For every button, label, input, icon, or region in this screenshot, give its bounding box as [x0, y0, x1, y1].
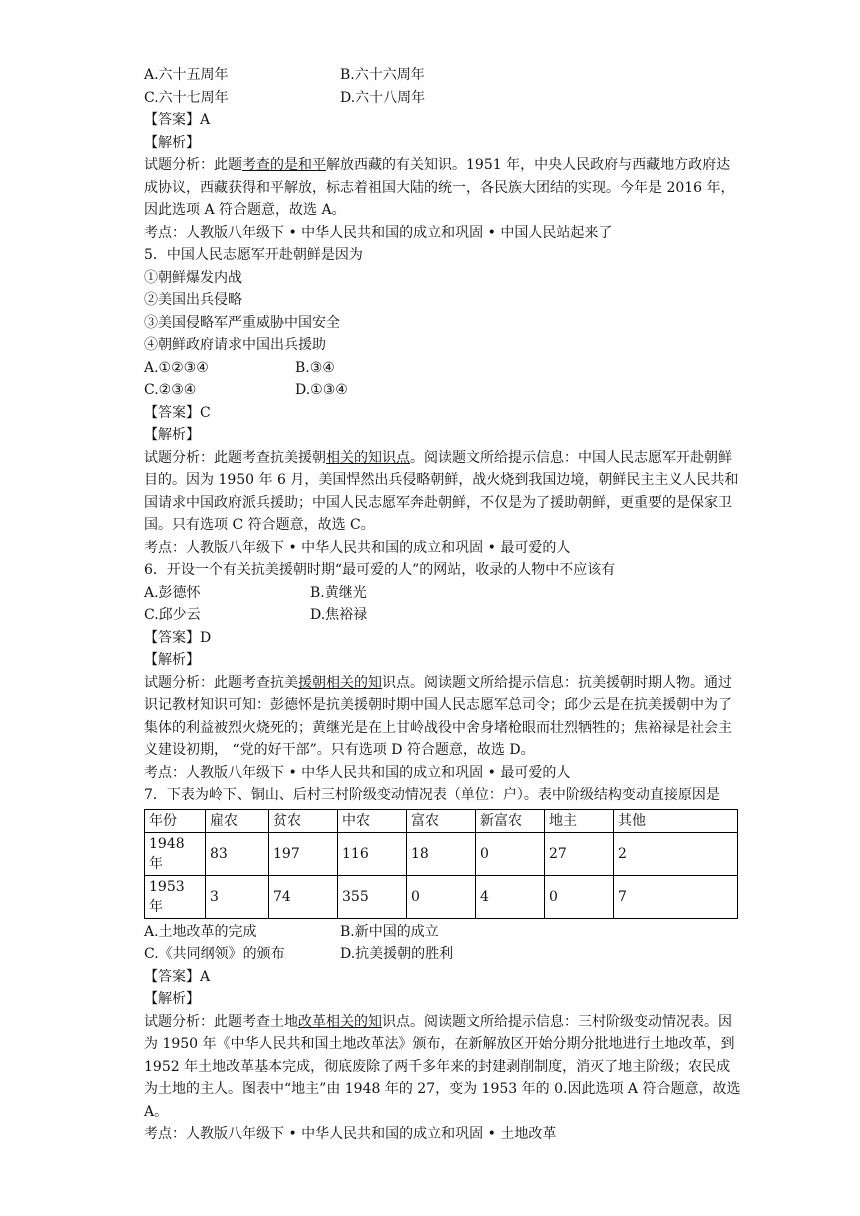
q4-analysis	[144, 154, 744, 222]
q6-analysis-heading: 【解析】	[144, 652, 200, 668]
q7-analysis-heading: 【解析】	[144, 991, 200, 1007]
q5-options-row-2	[144, 379, 744, 402]
q5-analysis-pre: 试题分析：此题考查抗美援朝	[144, 449, 326, 466]
q5-item-1: ①朝鲜爆发内战	[144, 269, 242, 286]
q5-kaodian: 考点：人教版八年级下 • 中华人民共和国的成立和巩固 • 最可爱的人	[144, 539, 571, 556]
q5-option-a: A.①②③④	[144, 359, 209, 376]
table-cell: 4	[476, 875, 545, 918]
table-header-row	[145, 809, 738, 832]
q5-analysis-underlined: 相关的知识点	[326, 449, 410, 466]
table-header-cell: 其他	[614, 809, 738, 832]
q5-option-d: D.①③④	[295, 382, 348, 398]
q5-stem: 5．中国人民志愿军开赴朝鲜是因为	[144, 247, 363, 263]
table-header-cell: 贫农	[269, 809, 338, 832]
q5-analysis	[144, 447, 744, 537]
q4-option-a: A.六十五周年	[144, 67, 229, 83]
q4-analysis-pre: 试题分析：此题	[144, 157, 242, 173]
q5-item-3: ③美国侵略军严重威胁中国安全	[144, 314, 340, 331]
table-header-cell: 中农	[338, 809, 407, 832]
q6-stem: 6．开设一个有关抗美援朝时期“最可爱的人”的网站，收录的人物中不应该有	[144, 562, 616, 578]
table-cell: 2	[614, 832, 738, 875]
q4-analysis-post: 解放西藏的有关知识。1951 年，中央人民政府与西藏地方政府达成协议，西藏获得和平解放，标志着祖国大陆的统一，各民族大团结的实现。今年是 2016 年，因此选项 A 符合题意，故选 A。	[144, 157, 735, 218]
table-cell: 7	[614, 875, 738, 918]
q7-option-d: D.抗美援朝的胜利	[340, 946, 454, 962]
q7-stem: 7．下表为岭下、铜山、后村三村阶级变动情况表（单位：户）。表中阶级结构变动直接原因是	[144, 787, 720, 803]
table-cell: 1948 年	[145, 832, 206, 875]
q5-item-4: ④朝鲜政府请求中国出兵援助	[144, 337, 326, 353]
q7-analysis-underlined: 改革相关的知	[298, 1013, 382, 1030]
table-header-cell: 地主	[545, 809, 614, 832]
table-cell: 74	[269, 875, 338, 918]
table-header-cell: 新富农	[476, 809, 545, 832]
q4-answer: 【答案】A	[144, 112, 211, 128]
table-row	[145, 832, 738, 875]
table-cell: 0	[407, 875, 476, 918]
q7-options-row-2	[144, 943, 744, 966]
q6-answer: 【答案】D	[144, 629, 212, 646]
q4-option-c: C.六十七周年	[144, 89, 229, 106]
q6-options-row-1	[144, 582, 744, 605]
table-cell: 3	[206, 875, 269, 918]
q4-analysis-underlined: 考查的是和平	[242, 157, 326, 173]
q5-item-2: ②美国出兵侵略	[144, 292, 242, 308]
q4-analysis-heading: 【解析】	[144, 134, 200, 151]
table-header-cell: 年份	[145, 809, 206, 832]
q7-answer: 【答案】A	[144, 968, 211, 985]
q6-analysis-pre: 试题分析：此题考查抗美	[144, 674, 298, 691]
q6-option-a: A.彭德怀	[144, 584, 201, 601]
q5-answer: 【答案】C	[144, 404, 211, 421]
q5-analysis-heading: 【解析】	[144, 427, 200, 443]
table-cell: 83	[206, 832, 269, 875]
q4-options-row-2	[144, 87, 744, 110]
q7-options-row-1	[144, 921, 744, 944]
q6-analysis-underlined: 援朝相关的知	[298, 674, 382, 691]
table-cell: 355	[338, 875, 407, 918]
q4-option-d: D.六十八周年	[340, 89, 426, 106]
q5-options-row-1	[144, 357, 744, 380]
q6-analysis-post: 识点。阅读题文所给提示信息：抗美援朝时期人物。通过识记教材知识可知：彭德怀是抗美援朝时期中国人民志愿军总司令；邱少云是在抗美援朝中为了集体的利益被烈火烧死的；黄继光是在上甘岭战役中舍身堵枪眼而壮烈牺牲的；焦裕禄是社会主义建设初期， “党的好干部”。只有选项 D 符合题意，故选 D。	[144, 674, 732, 758]
table-cell: 1953 年	[145, 875, 206, 918]
q6-options-row-2	[144, 604, 744, 627]
class-change-table	[144, 809, 738, 919]
table-cell: 0	[545, 875, 614, 918]
table-cell: 0	[476, 832, 545, 875]
q7-option-b: B.新中国的成立	[340, 923, 439, 940]
table-row	[145, 875, 738, 918]
q5-option-b: B.③④	[295, 359, 335, 376]
q6-option-c: C.邱少云	[144, 607, 201, 623]
q7-option-c: C.《共同纲领》的颁布	[144, 946, 285, 962]
q7-analysis-pre: 试题分析：此题考查土地	[144, 1013, 298, 1030]
q5-analysis-post: 。阅读题文所给提示信息：中国人民志愿军开赴朝鲜目的。因为 1950 年 6 月，美国悍然出兵侵略朝鲜，战火烧到我国边境，朝鲜民主主义人民共和国请求中国政府派兵援助；中国人民志愿军奔赴朝鲜，不仅是为了援助朝鲜，更重要的是保家卫国。只有选项 C 符合题意，故选 C。	[144, 449, 739, 533]
q4-options-row-1	[144, 64, 744, 87]
table-cell: 197	[269, 832, 338, 875]
table-cell: 18	[407, 832, 476, 875]
q6-kaodian: 考点：人教版八年级下 • 中华人民共和国的成立和巩固 • 最可爱的人	[144, 764, 571, 781]
table-cell: 27	[545, 832, 614, 875]
document-page	[144, 64, 744, 1146]
q7-analysis	[144, 1011, 744, 1124]
q6-option-b: B.黄继光	[310, 584, 367, 601]
table-header-cell: 雇农	[206, 809, 269, 832]
q7-option-a: A.土地改革的完成	[144, 923, 257, 940]
q4-kaodian: 考点：人教版八年级下 • 中华人民共和国的成立和巩固 • 中国人民站起来了	[144, 224, 613, 241]
q6-analysis	[144, 672, 744, 762]
table-header-cell: 富农	[407, 809, 476, 832]
table-cell: 116	[338, 832, 407, 875]
q7-kaodian: 考点：人教版八年级下 • 中华人民共和国的成立和巩固 • 土地改革	[144, 1126, 557, 1142]
q4-option-b: B.六十六周年	[340, 67, 425, 83]
q6-option-d: D.焦裕禄	[310, 607, 368, 623]
q5-option-c: C.②③④	[144, 382, 197, 398]
q7-analysis-post: 识点。阅读题文所给提示信息：三村阶级变动情况表。因为 1950 年《中华人民共和国土地改革法》颁布，在新解放区开始分期分批地进行土地改革，到 1952 年土地改革基本完成，彻底废除了两千多年来的封建剥削制度，消灭了地主阶级；农民成为土地的主人。图表中“地主”由 1948 年的 27，变为 1953 年的 0.因此选项 A 符合题意，故选 A。	[144, 1013, 741, 1120]
